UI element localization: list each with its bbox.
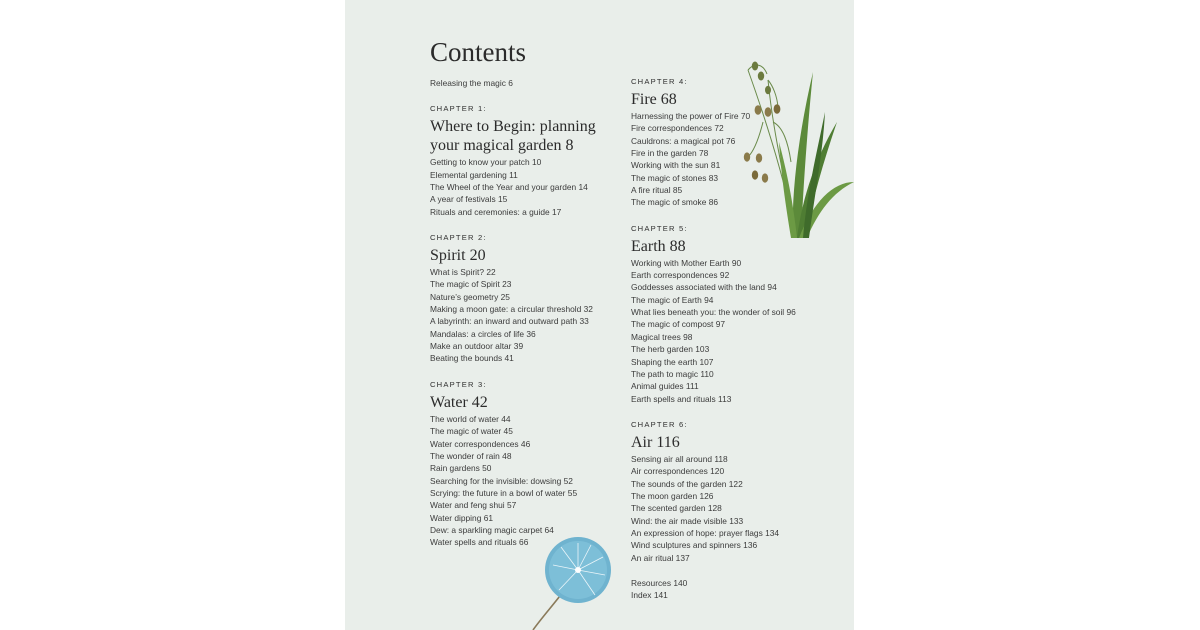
chapter-label: CHAPTER 6: bbox=[631, 419, 688, 429]
chapter-2 bbox=[430, 233, 630, 365]
toc-entry: Fire in the garden 78 bbox=[631, 148, 709, 159]
chapter-title: Fire 68 bbox=[631, 91, 677, 108]
toc-entry: Fire correspondences 72 bbox=[631, 123, 724, 134]
toc-entry: Earth correspondences 92 bbox=[631, 270, 730, 281]
toc-entry: The magic of water 45 bbox=[430, 426, 513, 437]
chapter-label: CHAPTER 3: bbox=[430, 379, 487, 389]
toc-entry: Dew: a sparkling magic carpet 64 bbox=[430, 524, 554, 535]
chapter-title: Earth 88 bbox=[631, 237, 686, 255]
chapter-title: Water 42 bbox=[430, 393, 488, 411]
chapter-3 bbox=[430, 380, 630, 549]
toc-entry: Water correspondences 46 bbox=[430, 438, 531, 449]
toc-entry: Cauldrons: a magical pot 76 bbox=[631, 135, 736, 146]
toc-entry: Scrying: the future in a bowl of water 55 bbox=[430, 487, 578, 498]
toc-entry: Goddesses associated with the land 94 bbox=[631, 282, 777, 293]
toc-entry: Shaping the earth 107 bbox=[631, 356, 714, 367]
toc-entry: Animal guides 111 bbox=[631, 381, 699, 392]
chapter-label: CHAPTER 5: bbox=[631, 223, 688, 233]
toc-entry: A fire ritual 85 bbox=[631, 185, 683, 196]
toc-entry: Earth spells and rituals 113 bbox=[631, 393, 732, 404]
toc-entry: Making a moon gate: a circular threshold 32 bbox=[430, 304, 593, 315]
toc-entry: The Wheel of the Year and your garden 14 bbox=[430, 182, 588, 193]
toc-entry: Water dipping 61 bbox=[430, 512, 494, 523]
toc-entry: What lies beneath you: the wonder of soil 96 bbox=[631, 307, 796, 318]
toc-entry: The magic of compost 97 bbox=[631, 319, 726, 330]
toc-entry: Elemental gardening 11 bbox=[430, 169, 518, 180]
toc-entry: The scented garden 128 bbox=[631, 503, 722, 514]
toc-entry: Sensing air all around 118 bbox=[631, 453, 728, 464]
toc-entry: Water and feng shui 57 bbox=[430, 500, 517, 511]
toc-entry: Nature’s geometry 25 bbox=[430, 291, 510, 302]
toc-entry: Water spells and rituals 66 bbox=[430, 537, 529, 548]
chapter-title: Spirit 20 bbox=[430, 247, 486, 265]
toc-entry: Releasing the magic 6 bbox=[430, 78, 513, 88]
toc-entry: Air correspondences 120 bbox=[631, 466, 725, 477]
toc-entry: A labyrinth: an inward and outward path 33 bbox=[430, 316, 589, 327]
toc-entry: Wind sculptures and spinners 136 bbox=[631, 540, 758, 551]
toc-entry: Mandalas: a circles of life 36 bbox=[430, 328, 536, 339]
back-matter bbox=[631, 577, 831, 602]
toc-entry: The path to magic 110 bbox=[631, 368, 714, 379]
toc-entry: The wonder of rain 48 bbox=[430, 450, 512, 461]
toc-entry: Wind: the air made visible 133 bbox=[631, 515, 744, 526]
toc-entry: Working with the sun 81 bbox=[631, 160, 721, 171]
toc-entry: The herb garden 103 bbox=[631, 344, 710, 355]
chapter-5 bbox=[631, 224, 831, 405]
chapter-title: Air 116 bbox=[631, 433, 680, 451]
toc-entry: The magic of Spirit 23 bbox=[430, 279, 512, 290]
toc-entry: The sounds of the garden 122 bbox=[631, 478, 743, 489]
toc-entry: Magical trees 98 bbox=[631, 331, 693, 342]
toc-entry: The world of water 44 bbox=[430, 413, 511, 424]
toc-entry: The magic of Earth 94 bbox=[631, 294, 714, 305]
toc-entry: Beating the bounds 41 bbox=[430, 353, 514, 364]
toc-entry: Make an outdoor altar 39 bbox=[430, 341, 524, 352]
toc-entry: The magic of smoke 86 bbox=[631, 197, 719, 208]
toc-entry: Rain gardens 50 bbox=[430, 463, 492, 474]
toc-entry: Rituals and ceremonies: a guide 17 bbox=[430, 206, 562, 217]
chapter-label: CHAPTER 2: bbox=[430, 233, 487, 243]
chapter-title: Where to Begin: planning your magical garden 8 bbox=[430, 118, 596, 155]
toc-entry: The moon garden 126 bbox=[631, 490, 714, 501]
toc-entry: Working with Mother Earth 90 bbox=[631, 257, 742, 268]
chapter-label: CHAPTER 4: bbox=[631, 77, 688, 86]
toc-entry: Harnessing the power of Fire 70 bbox=[631, 111, 751, 121]
chapter-label: CHAPTER 1: bbox=[430, 104, 487, 114]
toc-entry: Getting to know your patch 10 bbox=[430, 157, 542, 168]
toc-entry: An expression of hope: prayer flags 134 bbox=[631, 527, 780, 538]
toc-entry: The magic of stones 83 bbox=[631, 172, 719, 183]
toc-entry: A year of festivals 15 bbox=[430, 194, 508, 205]
toc-entry: Resources 140 bbox=[631, 577, 688, 588]
toc-entry: An air ritual 137 bbox=[631, 552, 690, 563]
chapter-1 bbox=[430, 104, 630, 218]
toc-entry: Index 141 bbox=[631, 590, 668, 601]
toc-entry: Searching for the invisible: dowsing 52 bbox=[430, 475, 573, 486]
book-page bbox=[345, 0, 854, 630]
fritillary-plant-illustration-icon bbox=[733, 52, 854, 240]
toc-left-column bbox=[430, 77, 630, 549]
toc-entry: What is Spirit? 22 bbox=[430, 267, 496, 278]
chapter-6 bbox=[631, 420, 831, 564]
page-title: Contents bbox=[430, 37, 527, 67]
dandelion-seedhead-illustration-icon bbox=[525, 535, 615, 630]
